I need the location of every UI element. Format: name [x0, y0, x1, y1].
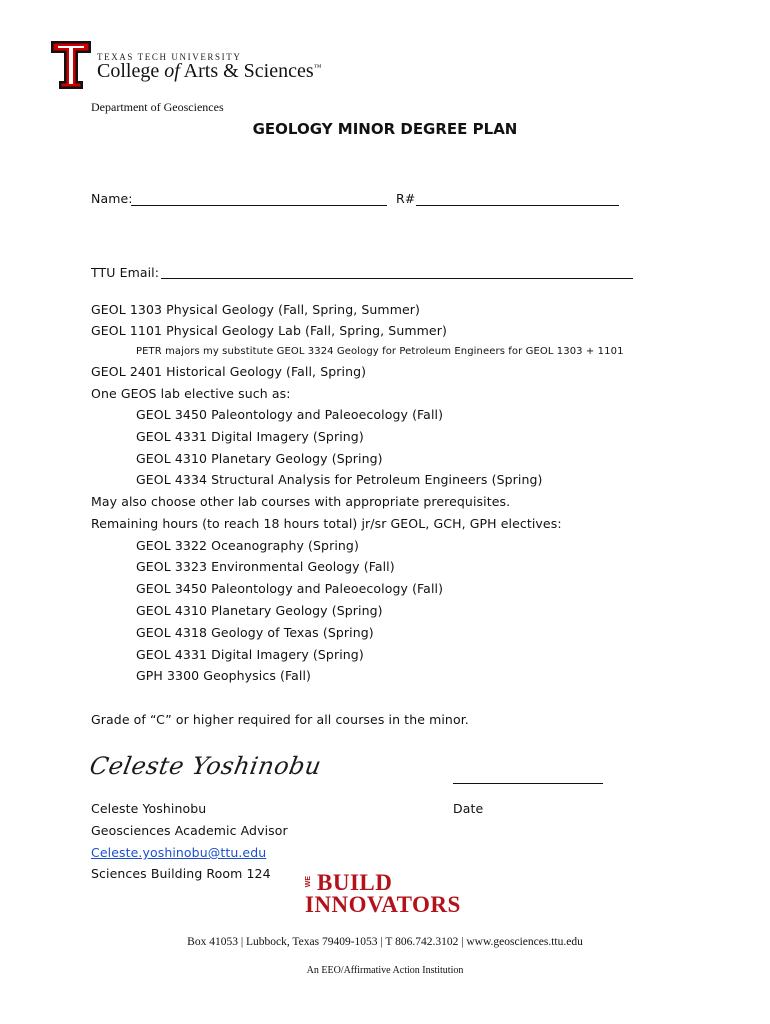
grade-requirement: Grade of “C” or higher required for all courses in the minor. [91, 712, 469, 727]
footer-eeo: An EEO/Affirmative Action Institution [306, 965, 464, 976]
university-name: TEXAS TECH UNIVERSITY [97, 52, 242, 62]
required-course: GEOL 2401 Historical Geology (Fall, Spring) [91, 364, 367, 379]
department-name: Department of Geosciences [91, 100, 224, 114]
required-course: GEOL 1101 Physical Geology Lab (Fall, Spring, Summer) [91, 323, 447, 338]
advisor-title: Geosciences Academic Advisor [91, 823, 288, 838]
petr-substitution-note: PETR majors my substitute GEOL 3324 Geology for Petroleum Engineers for GEOL 1303 + 1101 [136, 346, 624, 357]
elective-item: GEOL 4331 Digital Imagery (Spring) [136, 647, 364, 662]
email-label: TTU Email: [91, 265, 160, 280]
footer-address: Box 41053 | Lubbock, Texas 79409-1053 | T 806.742.3102 | www.geosciences.ttu.edu [187, 936, 583, 948]
elective-item: GEOL 4318 Geology of Texas (Spring) [136, 625, 374, 640]
remaining-hours-note: Remaining hours (to reach 18 hours total) jr/sr GEOL, GCH, GPH electives: [91, 516, 562, 531]
we-build-innovators-logo: WE BUILD INNOVATORS [305, 870, 461, 917]
advisor-office: Sciences Building Room 124 [91, 866, 271, 881]
college-name: College of Arts & Sciences™ [97, 60, 322, 82]
required-course: GEOL 1303 Physical Geology (Fall, Spring, Summer) [91, 302, 420, 317]
ttu-double-t-logo [50, 40, 92, 90]
lab-elective-item: GEOL 4331 Digital Imagery (Spring) [136, 429, 364, 444]
elective-item: GEOL 3322 Oceanography (Spring) [136, 538, 359, 553]
elective-item: GEOL 3450 Paleontology and Paleoecology (Fall) [136, 581, 444, 596]
lab-elective-item: GEOL 3450 Paleontology and Paleoecology (Fall) [136, 407, 444, 422]
date-line[interactable] [453, 783, 603, 784]
other-lab-note: May also choose other lab courses with appropriate prerequisites. [91, 494, 511, 509]
date-label: Date [453, 801, 484, 816]
elective-item: GPH 3300 Geophysics (Fall) [136, 668, 312, 683]
lab-elective-heading: One GEOS lab elective such as: [91, 386, 291, 401]
lab-elective-item: GEOL 4310 Planetary Geology (Spring) [136, 451, 383, 466]
name-field[interactable] [131, 205, 387, 206]
elective-item: GEOL 3323 Environmental Geology (Fall) [136, 559, 395, 574]
r-number-label: R# [396, 191, 416, 206]
page-title: GEOLOGY MINOR DEGREE PLAN [252, 120, 518, 138]
advisor-signature: Celeste Yoshinobu [87, 752, 324, 780]
advisor-email-link[interactable]: Celeste.yoshinobu@ttu.edu [91, 845, 267, 860]
advisor-name: Celeste Yoshinobu [91, 801, 207, 816]
name-label: Name: [91, 191, 133, 206]
email-field[interactable] [161, 278, 633, 279]
elective-item: GEOL 4310 Planetary Geology (Spring) [136, 603, 383, 618]
lab-elective-item: GEOL 4334 Structural Analysis for Petroleum Engineers (Spring) [136, 472, 543, 487]
r-number-field[interactable] [416, 205, 619, 206]
